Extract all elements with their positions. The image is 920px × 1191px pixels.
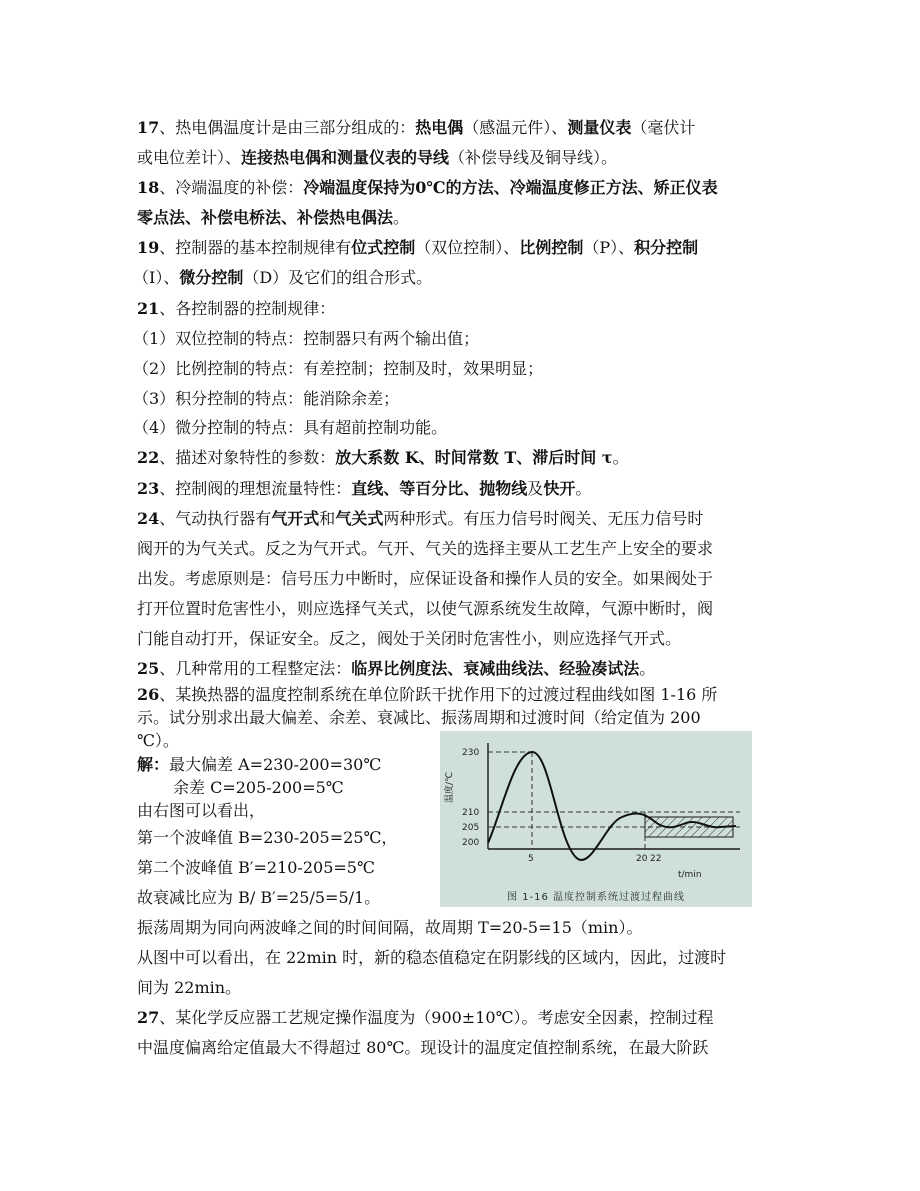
transition-curve-plot: [440, 731, 752, 907]
figure-caption: 图 1-16 温度控制系统过渡过程曲线: [506, 892, 686, 903]
q26-solution-8: 从图中可以看出，在 22min 时，新的稳态值稳定在阴影线的区域内，因此，过渡时: [137, 948, 727, 967]
q24-line-2: 阀开的为气关式。反之为气开式。气开、气关的选择主要从工艺生产上安全的要求: [137, 539, 714, 558]
y-tick-230: 230: [462, 748, 480, 758]
q17-line-1: 17、热电偶温度计是由三部分组成的：热电偶（感温元件）、测量仪表（毫伏计: [137, 118, 696, 137]
q26-solution-2: 余差 C=205-200=5℃: [173, 778, 344, 797]
response-curve: [488, 752, 736, 860]
y-tick-210: 210: [462, 808, 480, 818]
q26-solution-5: 第二个波峰值 B′=210-205=5℃: [137, 858, 375, 877]
q26-solution-3: 由右图可以看出，: [137, 801, 266, 820]
q21-item-3: （3）积分控制的特点：能消除余差；: [133, 389, 400, 408]
q22-line-1: 22、描述对象特性的参数：放大系数 K、时间常数 T、滞后时间 τ。: [137, 448, 629, 467]
q21-item-1: （1）双位控制的特点：控制器只有两个输出值；: [133, 329, 480, 348]
q26-solution-1: 解：最大偏差 A=230-200=30℃: [137, 755, 382, 774]
y-tick-205: 205: [462, 823, 480, 833]
q26-solution-6: 故衰减比应为 B/ B′=25/5=5/1。: [137, 888, 381, 907]
q18-line-2: 零点法、补偿电桥法、补偿热电偶法。: [137, 208, 410, 227]
x-tick-5: 5: [528, 854, 534, 864]
q26-solution-4: 第一个波峰值 B=230-205=25℃，: [137, 828, 398, 847]
q26-line-2: 示。试分别求出最大偏差、余差、衰减比、振荡周期和过渡时间（给定值为 200: [137, 708, 701, 727]
q26-solution-7: 振荡周期为同向两波峰之间的时间间隔，故周期 T=20-5=15（min）。: [137, 918, 643, 937]
x-tick-22: 22: [650, 854, 662, 864]
q21-line-1: 21、各控制器的控制规律：: [137, 299, 336, 318]
q19-line-2: （I）、微分控制（D）及它们的组合形式。: [133, 268, 433, 287]
q17-line-2: 或电位差计）、连接热电偶和测量仪表的导线（补偿导线及铜导线）。: [137, 148, 618, 167]
q27-line-2: 中温度偏离给定值最大不得超过 80℃。现设计的温度定值控制系统，在最大阶跃: [137, 1038, 709, 1057]
q27-line-1: 27、某化学反应器工艺规定操作温度为（900±10℃）。考虑安全因素，控制过程: [137, 1008, 714, 1027]
q26-line-3: ℃）。: [137, 731, 179, 750]
q24-line-4: 打开位置时危害性小，则应选择气关式，以使气源系统发生故障，气源中断时，阀: [137, 599, 714, 618]
transition-curve-figure: [440, 731, 752, 907]
y-axis-label: 温度/℃: [445, 771, 455, 803]
q19-line-1: 19、控制器的基本控制规律有位式控制（双位控制）、比例控制（P）、积分控制: [137, 238, 699, 257]
q23-line-1: 23、控制阀的理想流量特性：直线、等百分比、抛物线及快开。: [137, 479, 592, 498]
x-tick-20: 20: [636, 854, 648, 864]
x-axis-label: t/min: [678, 870, 702, 880]
q26-solution-9: 间为 22min。: [137, 978, 242, 997]
q24-line-1: 24、气动执行器有气开式和气关式两种形式。有压力信号时阀关、无压力信号时: [137, 509, 704, 528]
q25-line-1: 25、几种常用的工程整定法：临界比例度法、衰减曲线法、经验凑试法。: [137, 659, 656, 678]
q18-line-1: 18、冷端温度的补偿：冷端温度保持为0℃的方法、冷端温度修正方法、矫正仪表: [137, 178, 718, 197]
q24-line-3: 出发。考虑原则是：信号压力中断时，应保证设备和操作人员的安全。如果阀处于: [137, 569, 714, 588]
q21-item-2: （2）比例控制的特点：有差控制；控制及时，效果明显；: [133, 359, 544, 378]
y-tick-200: 200: [462, 838, 480, 848]
q21-item-4: （4）微分控制的特点：具有超前控制功能。: [133, 418, 448, 437]
q24-line-5: 门能自动打开，保证安全。反之，阀处于关闭时危害性小，则应选择气开式。: [137, 629, 682, 648]
q26-line-1: 26、某换热器的温度控制系统在单位阶跃干扰作用下的过渡过程曲线如图 1-16 所: [137, 685, 718, 704]
